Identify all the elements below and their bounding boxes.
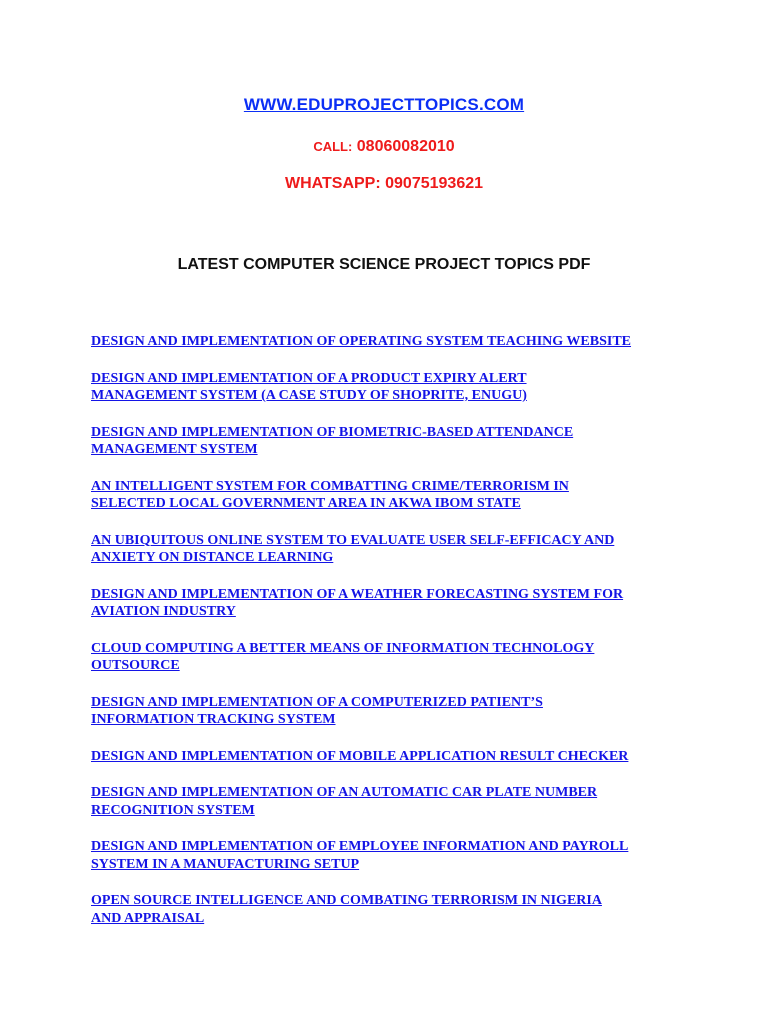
topic-line-2: INFORMATION TRACKING SYSTEM — [91, 712, 336, 727]
topic-link[interactable] — [91, 478, 691, 513]
topic-line-2: OUTSOURCE — [91, 658, 180, 673]
topic-line-1: AN UBIQUITOUS ONLINE SYSTEM TO EVALUATE USER SELF-EFFICACY AND — [91, 532, 615, 548]
topic-link[interactable] — [91, 586, 691, 621]
topic-link[interactable] — [91, 333, 691, 351]
call-label: CALL: — [313, 139, 353, 154]
call-line — [0, 138, 768, 156]
topic-line-1: DESIGN AND IMPLEMENTATION OF A WEATHER FORECASTING SYSTEM FOR — [91, 586, 624, 602]
topic-link[interactable] — [91, 694, 691, 729]
topic-link[interactable] — [91, 640, 691, 675]
topic-list — [91, 333, 691, 946]
topic-link[interactable] — [91, 532, 691, 567]
topic-line-1: DESIGN AND IMPLEMENTATION OF EMPLOYEE INFORMATION AND PAYROLL — [91, 839, 629, 854]
topic-line-1: CLOUD COMPUTING A BETTER MEANS OF INFORMATION TECHNOLOGY — [91, 640, 595, 656]
topic-line-1: OPEN SOURCE INTELLIGENCE AND COMBATING TERRORISM IN NIGERIA — [91, 893, 602, 908]
topic-line-2: AVIATION INDUSTRY — [91, 604, 236, 619]
topic-line-2: AND APPRAISAL — [91, 910, 205, 926]
topic-link[interactable] — [91, 892, 691, 927]
topic-line-1: DESIGN AND IMPLEMENTATION OF OPERATING SYSTEM TEACHING WEBSITE — [91, 334, 632, 349]
topic-link[interactable] — [91, 748, 691, 766]
topic-line-1: DESIGN AND IMPLEMENTATION OF A PRODUCT EXPIRY ALERT — [91, 370, 527, 386]
topic-line-1: DESIGN AND IMPLEMENTATION OF A COMPUTERIZED PATIENT’S — [91, 694, 543, 710]
topic-line-2: ANXIETY ON DISTANCE LEARNING — [91, 550, 334, 565]
topic-link[interactable] — [91, 370, 691, 405]
topic-link[interactable] — [91, 838, 691, 873]
topic-line-1: DESIGN AND IMPLEMENTATION OF MOBILE APPLICATION RESULT CHECKER — [91, 748, 629, 764]
topic-line-1: DESIGN AND IMPLEMENTATION OF AN AUTOMATIC CAR PLATE NUMBER — [91, 785, 598, 800]
website-link[interactable]: WWW.EDUPROJECTTOPICS.COM — [243, 95, 525, 114]
topic-line-2: RECOGNITION SYSTEM — [91, 802, 255, 818]
topic-link[interactable] — [91, 784, 691, 819]
topic-line-2: SELECTED LOCAL GOVERNMENT AREA IN AKWA IBOM STATE — [91, 496, 521, 511]
topic-line-1: DESIGN AND IMPLEMENTATION OF BIOMETRIC-BASED ATTENDANCE — [91, 424, 574, 440]
document-title: LATEST COMPUTER SCIENCE PROJECT TOPICS PDF — [177, 256, 591, 273]
topic-link[interactable] — [91, 424, 691, 459]
call-number: 08060082010 — [356, 138, 455, 155]
topic-line-2: MANAGEMENT SYSTEM (A CASE STUDY OF SHOPRITE, ENUGU) — [91, 388, 527, 403]
topic-line-1: AN INTELLIGENT SYSTEM FOR COMBATTING CRIME/TERRORISM IN — [91, 478, 569, 494]
whatsapp-line: WHATSAPP: 09075193621 — [284, 175, 484, 192]
topic-line-2: MANAGEMENT SYSTEM — [91, 442, 258, 457]
topic-line-2: SYSTEM IN A MANUFACTURING SETUP — [91, 856, 360, 872]
